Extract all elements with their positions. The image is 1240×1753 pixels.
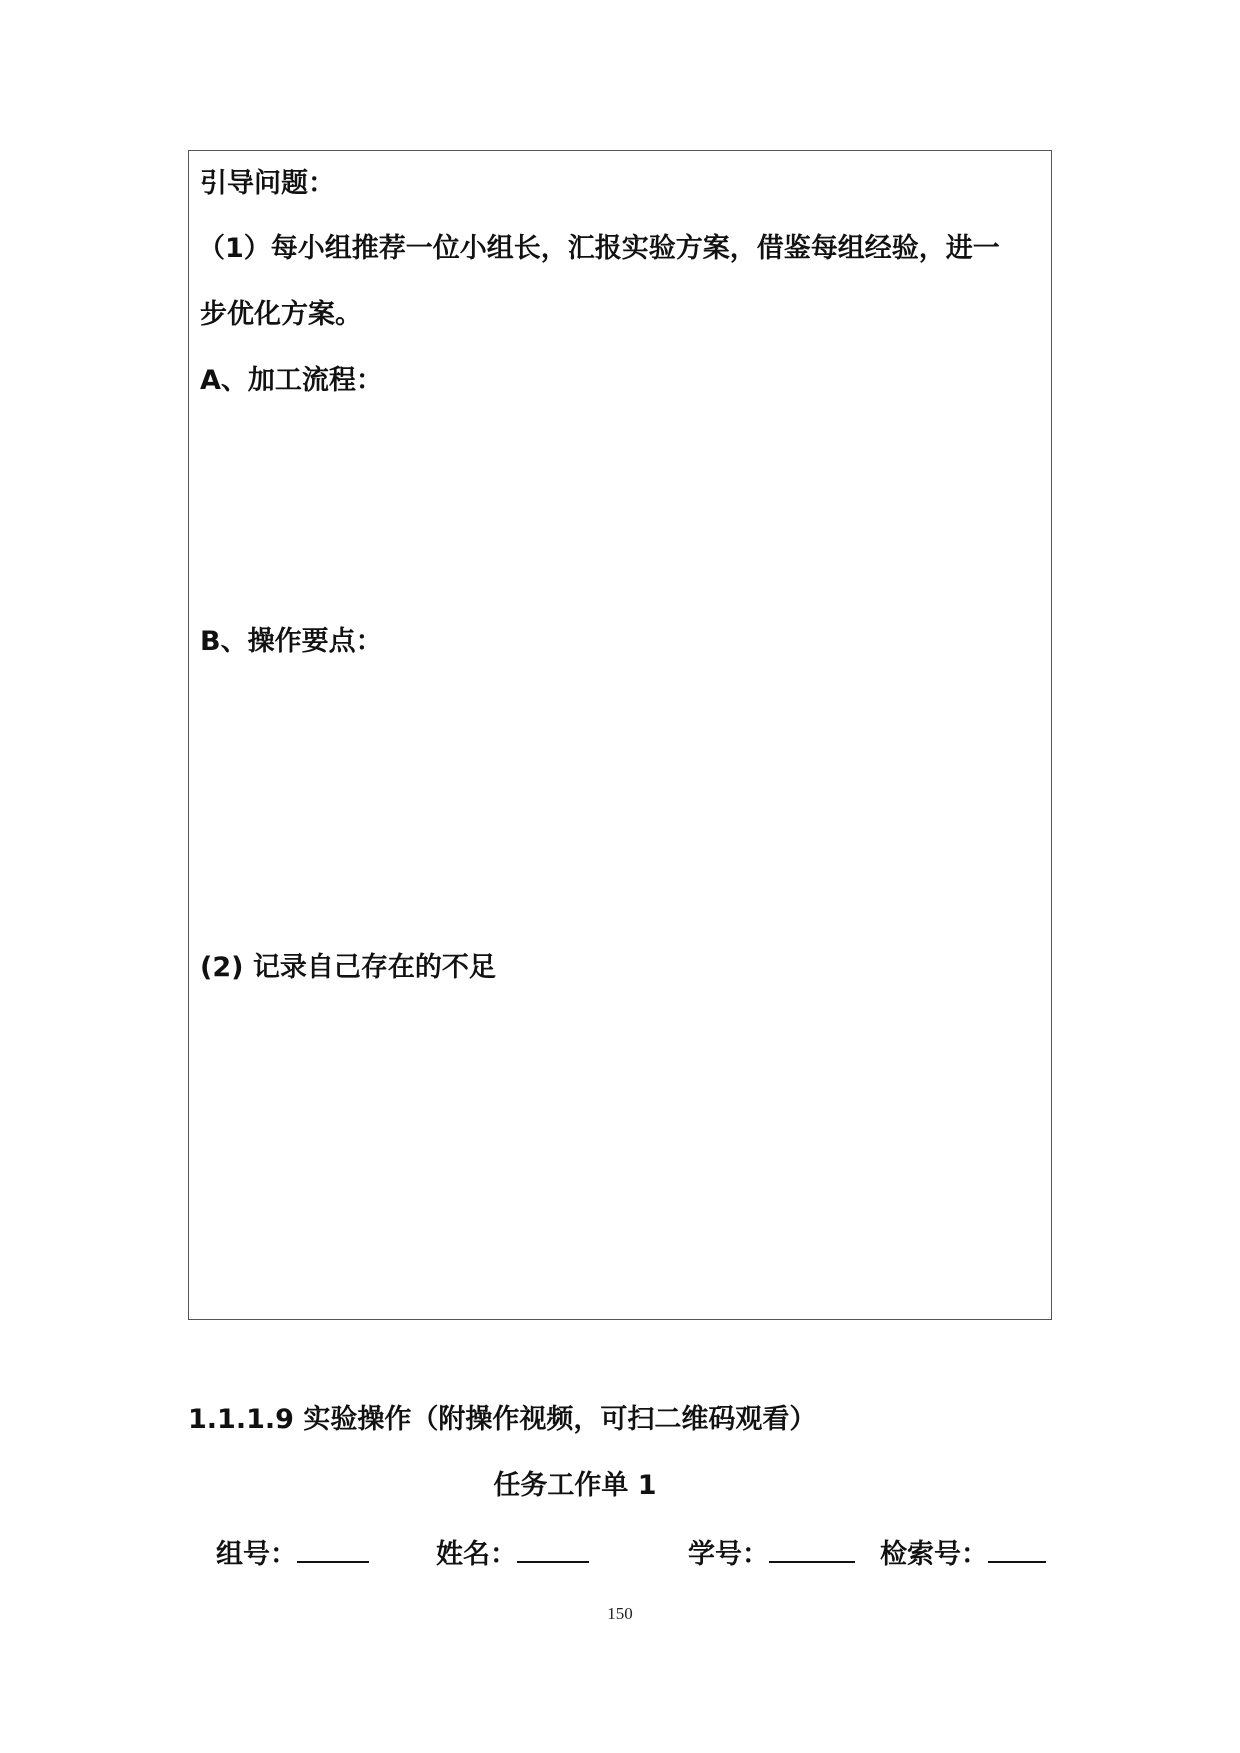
process-flow-label: A、加工流程： (200, 365, 383, 396)
name-field (436, 1533, 589, 1573)
name-blank[interactable] (517, 1533, 589, 1563)
group-blank[interactable] (297, 1533, 369, 1563)
task-sheet-title: 任务工作单 1 (493, 1470, 657, 1501)
question-1-line-2: 步优化方案。 (200, 299, 362, 330)
guide-heading: 引导问题： (200, 168, 335, 199)
name-label: 姓名： (436, 1539, 517, 1570)
group-label: 组号： (216, 1539, 297, 1570)
page-number: 150 (607, 1604, 633, 1623)
index-blank[interactable] (988, 1533, 1046, 1563)
group-field (216, 1533, 369, 1573)
student-id-label: 学号： (688, 1539, 769, 1570)
index-label: 检索号： (880, 1539, 988, 1570)
section-heading: 1.1.1.9 实验操作（附操作视频，可扫二维码观看） (188, 1404, 817, 1435)
index-field (880, 1533, 1046, 1573)
student-id-field (688, 1533, 855, 1573)
question-2-label: (2) 记录自己存在的不足 (200, 952, 496, 983)
operation-points-label: B、操作要点： (200, 626, 383, 657)
question-1-line-1: （1）每小组推荐一位小组长，汇报实验方案，借鉴每组经验，进一 (198, 233, 1000, 264)
student-id-blank[interactable] (769, 1533, 855, 1563)
